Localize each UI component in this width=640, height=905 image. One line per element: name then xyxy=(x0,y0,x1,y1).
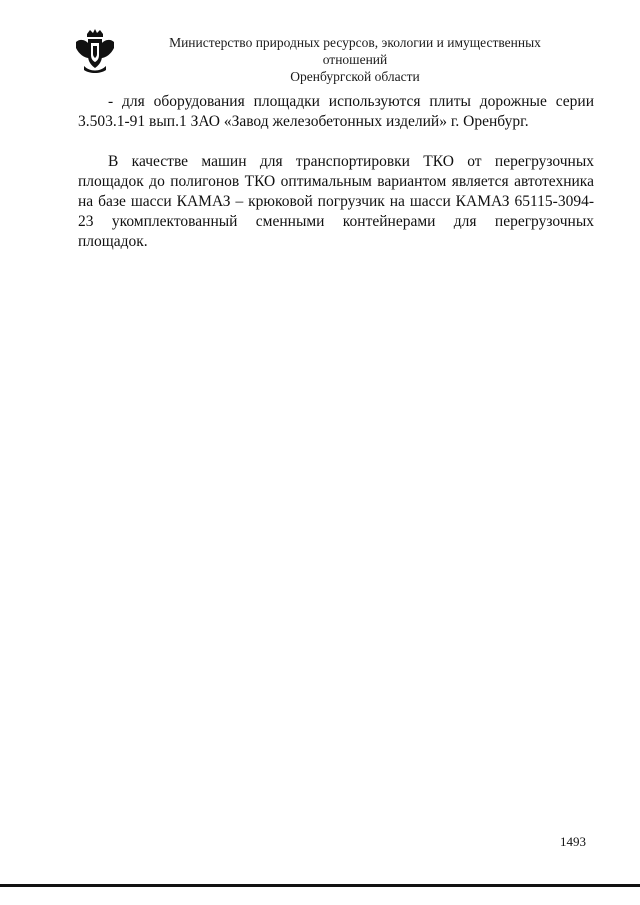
bottom-rule xyxy=(0,884,640,887)
page-number: 1493 xyxy=(560,834,586,849)
ministry-header xyxy=(140,34,570,85)
header-line-2: Оренбургской области xyxy=(290,69,420,84)
header-line-1: Министерство природных ресурсов, экологии и имущественных отношений xyxy=(169,35,541,67)
paragraph-transport: В качестве машин для транспортировки ТКО от перегрузочных площадок до полигонов ТКО оптимальным вариантом является автотехника на базе шасси КАМАЗ – крюковой погрузчик на шасси КАМАЗ 65115-3094-23 укомплектованный сменными контейнерами для перегрузочных площадок. xyxy=(78,153,594,250)
document-body xyxy=(78,92,594,252)
coat-of-arms-icon xyxy=(72,28,118,74)
paragraph-slabs: - для оборудования площадки используются плиты дорожные серии 3.503.1-91 вып.1 ЗАО «Завод железобетонных изделий» г. Оренбург. xyxy=(78,93,594,130)
